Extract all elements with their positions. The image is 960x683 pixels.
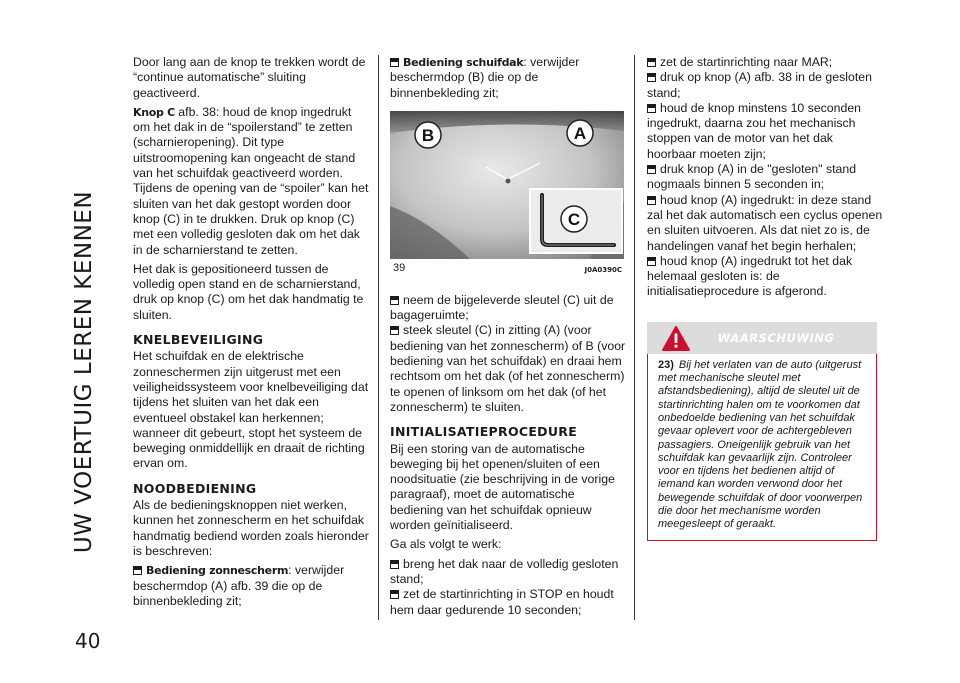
paragraph: Bij een storing van de automatische beweging bij het openen/sluiten of een noodsituatie (zie beschrijving in de vorige paragraaf), moet de automatische bediening van het schuifdak opnieuw worden geïnitialiseerd. [390, 441, 615, 533]
warning-number: 23) [658, 358, 674, 371]
page-number: 40 [75, 629, 101, 653]
list-item [647, 162, 883, 193]
callout-b: B [421, 125, 435, 145]
bullet-icon [647, 58, 656, 67]
section-heading: INITIALISATIEPROCEDURE [390, 424, 578, 440]
side-title: UW VOERTUIG LEREN KENNEN [71, 190, 97, 554]
bullet-icon [647, 257, 656, 266]
paragraph-text: afb. 38: houd de knop ingedrukt om het dak in de “spoilerstand” te zetten (scharnieropening). Dit type uitstroomopening kan ongeacht de stand van het schuifdak geactiveerd worden. Tijdens de opening van de “spoiler” kan het sluiten van het dak gestopt worden door knop (C) in te drukken. Druk op knop (C) met een volledig gesloten dak om het dak in de scharnierstand te zetten. [133, 104, 369, 257]
list-item-text: houd de knop minstens 10 seconden ingedrukt, daarna zou het mechanisch stoppen van de motor van het dak hoorbaar moeten zijn; [647, 100, 861, 161]
inline-heading: Bediening zonnescherm [146, 564, 289, 578]
list-item-text: steek sleutel (C) in zitting (A) (voor bediening van het zonnescherm) of B (voor bediening van het schuifdak) en draai hem rechtsom om het dak (of het zonnescherm) te openen of linksom om het dak (of het zonnescherm) te sluiten. [390, 323, 626, 414]
list-item-text: druk knop (A) in de "gesloten" stand nogmaals binnen 5 seconden in; [647, 162, 857, 192]
inline-heading: Bediening schuifdak [403, 56, 524, 69]
paragraph [133, 105, 371, 258]
inline-heading: Knop C [133, 105, 175, 119]
list-item-text: zet de startinrichting in STOP en houdt hem daar gedurende 10 seconden; [390, 587, 614, 617]
section-heading: KNELBEVEILIGING [133, 332, 264, 348]
paragraph: Het dak is gepositioneerd tussen de volledig open stand en de scharnierstand, druk op knop (C) om het dak handmatig te sluiten. [133, 261, 364, 322]
callout-c: C [567, 209, 581, 229]
list-item [390, 293, 626, 324]
column-2 [390, 55, 626, 618]
roof-interior-photo [390, 111, 624, 259]
callout-a: A [573, 123, 587, 143]
figure-code: J0A0390C [584, 265, 622, 274]
list-item-text: houd knop (A) ingedrukt: in deze stand zal het dak automatisch een cyclus openen en sluiten uitvoeren. Als dat niet zo is, de handelingen vanaf het begin herhalen; [647, 192, 883, 253]
column-3 [647, 55, 883, 541]
list-item [390, 557, 626, 588]
column-divider [378, 55, 379, 620]
paragraph: Ga als volgt te werk: [390, 537, 502, 552]
list-item [390, 587, 626, 618]
warning-banner [647, 322, 877, 354]
bullet-icon [647, 73, 656, 82]
list-item [390, 323, 626, 415]
bullet-icon [390, 326, 399, 335]
column-divider [634, 55, 635, 620]
warning-title: WAARSCHUWING [717, 330, 835, 345]
bullet-icon [647, 196, 656, 205]
warning-text: Bij het verlaten van de auto (uitgerust met mechanische sleutel met afstandsbediening), altijd de sleutel uit de startinrichting halen om te voorkomen dat onbedoelde bediening van het schuifdak gevaar oplevert voor de achtergebleven passagiers. Oneigenlijk gebruik van het schuifdak kan gevaarlijk zijn. Controleer voor en tijdens het bedienen altijd of iemand kan worden verwond door het bewegende schuifdak of door voorwerpen die door het mechanisme worden meegesleept of geraakt. [658, 358, 863, 531]
list-item-text: : verwijder beschermdop (A) afb. 39 die op de binnenbekleding zit; [133, 563, 345, 608]
list-item [647, 70, 883, 101]
bullet-icon [390, 590, 399, 599]
figure-number: 39 [393, 261, 406, 274]
warning-box [647, 354, 877, 541]
paragraph: Door lang aan de knop te trekken wordt de “continue automatische” sluiting geactiveerd. [133, 55, 366, 100]
bullet-icon [390, 58, 399, 67]
column-1 [133, 55, 371, 609]
list-item-text: neem de bijgeleverde sleutel (C) uit de bagageruimte; [390, 292, 614, 323]
list-item-text: druk op knop (A) afb. 38 in de gesloten stand; [647, 70, 872, 100]
list-item-text: houd knop (A) ingedrukt tot het dak helemaal gesloten is: de initialisatieprocedure is afgerond. [647, 253, 853, 299]
bullet-icon [390, 296, 399, 305]
list-item [390, 55, 626, 101]
list-item-text: zet de startinrichting naar MAR; [660, 55, 833, 69]
bullet-icon [390, 560, 399, 569]
list-item [647, 55, 883, 70]
list-item [647, 254, 883, 300]
list-item [647, 193, 883, 254]
figure-39 [390, 111, 624, 293]
bullet-icon [647, 104, 656, 113]
list-item [133, 563, 371, 609]
paragraph: Als de bedieningsknoppen niet werken, kunnen het zonnescherm en het schuifdak handmatig bediend worden zoals hieronder is beschreven: [133, 498, 369, 558]
paragraph: Het schuifdak en de elektrische zonneschermen zijn uitgerust met een veiligheidssysteem voor knelbeveiliging dat tijdens het sluiten van het dak een eventueel obstakel kan herkennen; wanneer dit gebeurt, stopt het systeem de beweging onmiddellijk en draait de richting ervan om. [133, 349, 369, 471]
section-heading: NOODBEDIENING [133, 480, 257, 496]
bullet-icon [647, 165, 656, 174]
list-item-text: : verwijder beschermdop (B) die op de binnenbekleding zit; [390, 55, 580, 100]
bullet-icon [133, 566, 142, 575]
list-item-text: breng het dak naar de volledig gesloten stand; [390, 556, 619, 586]
list-item [647, 101, 883, 162]
